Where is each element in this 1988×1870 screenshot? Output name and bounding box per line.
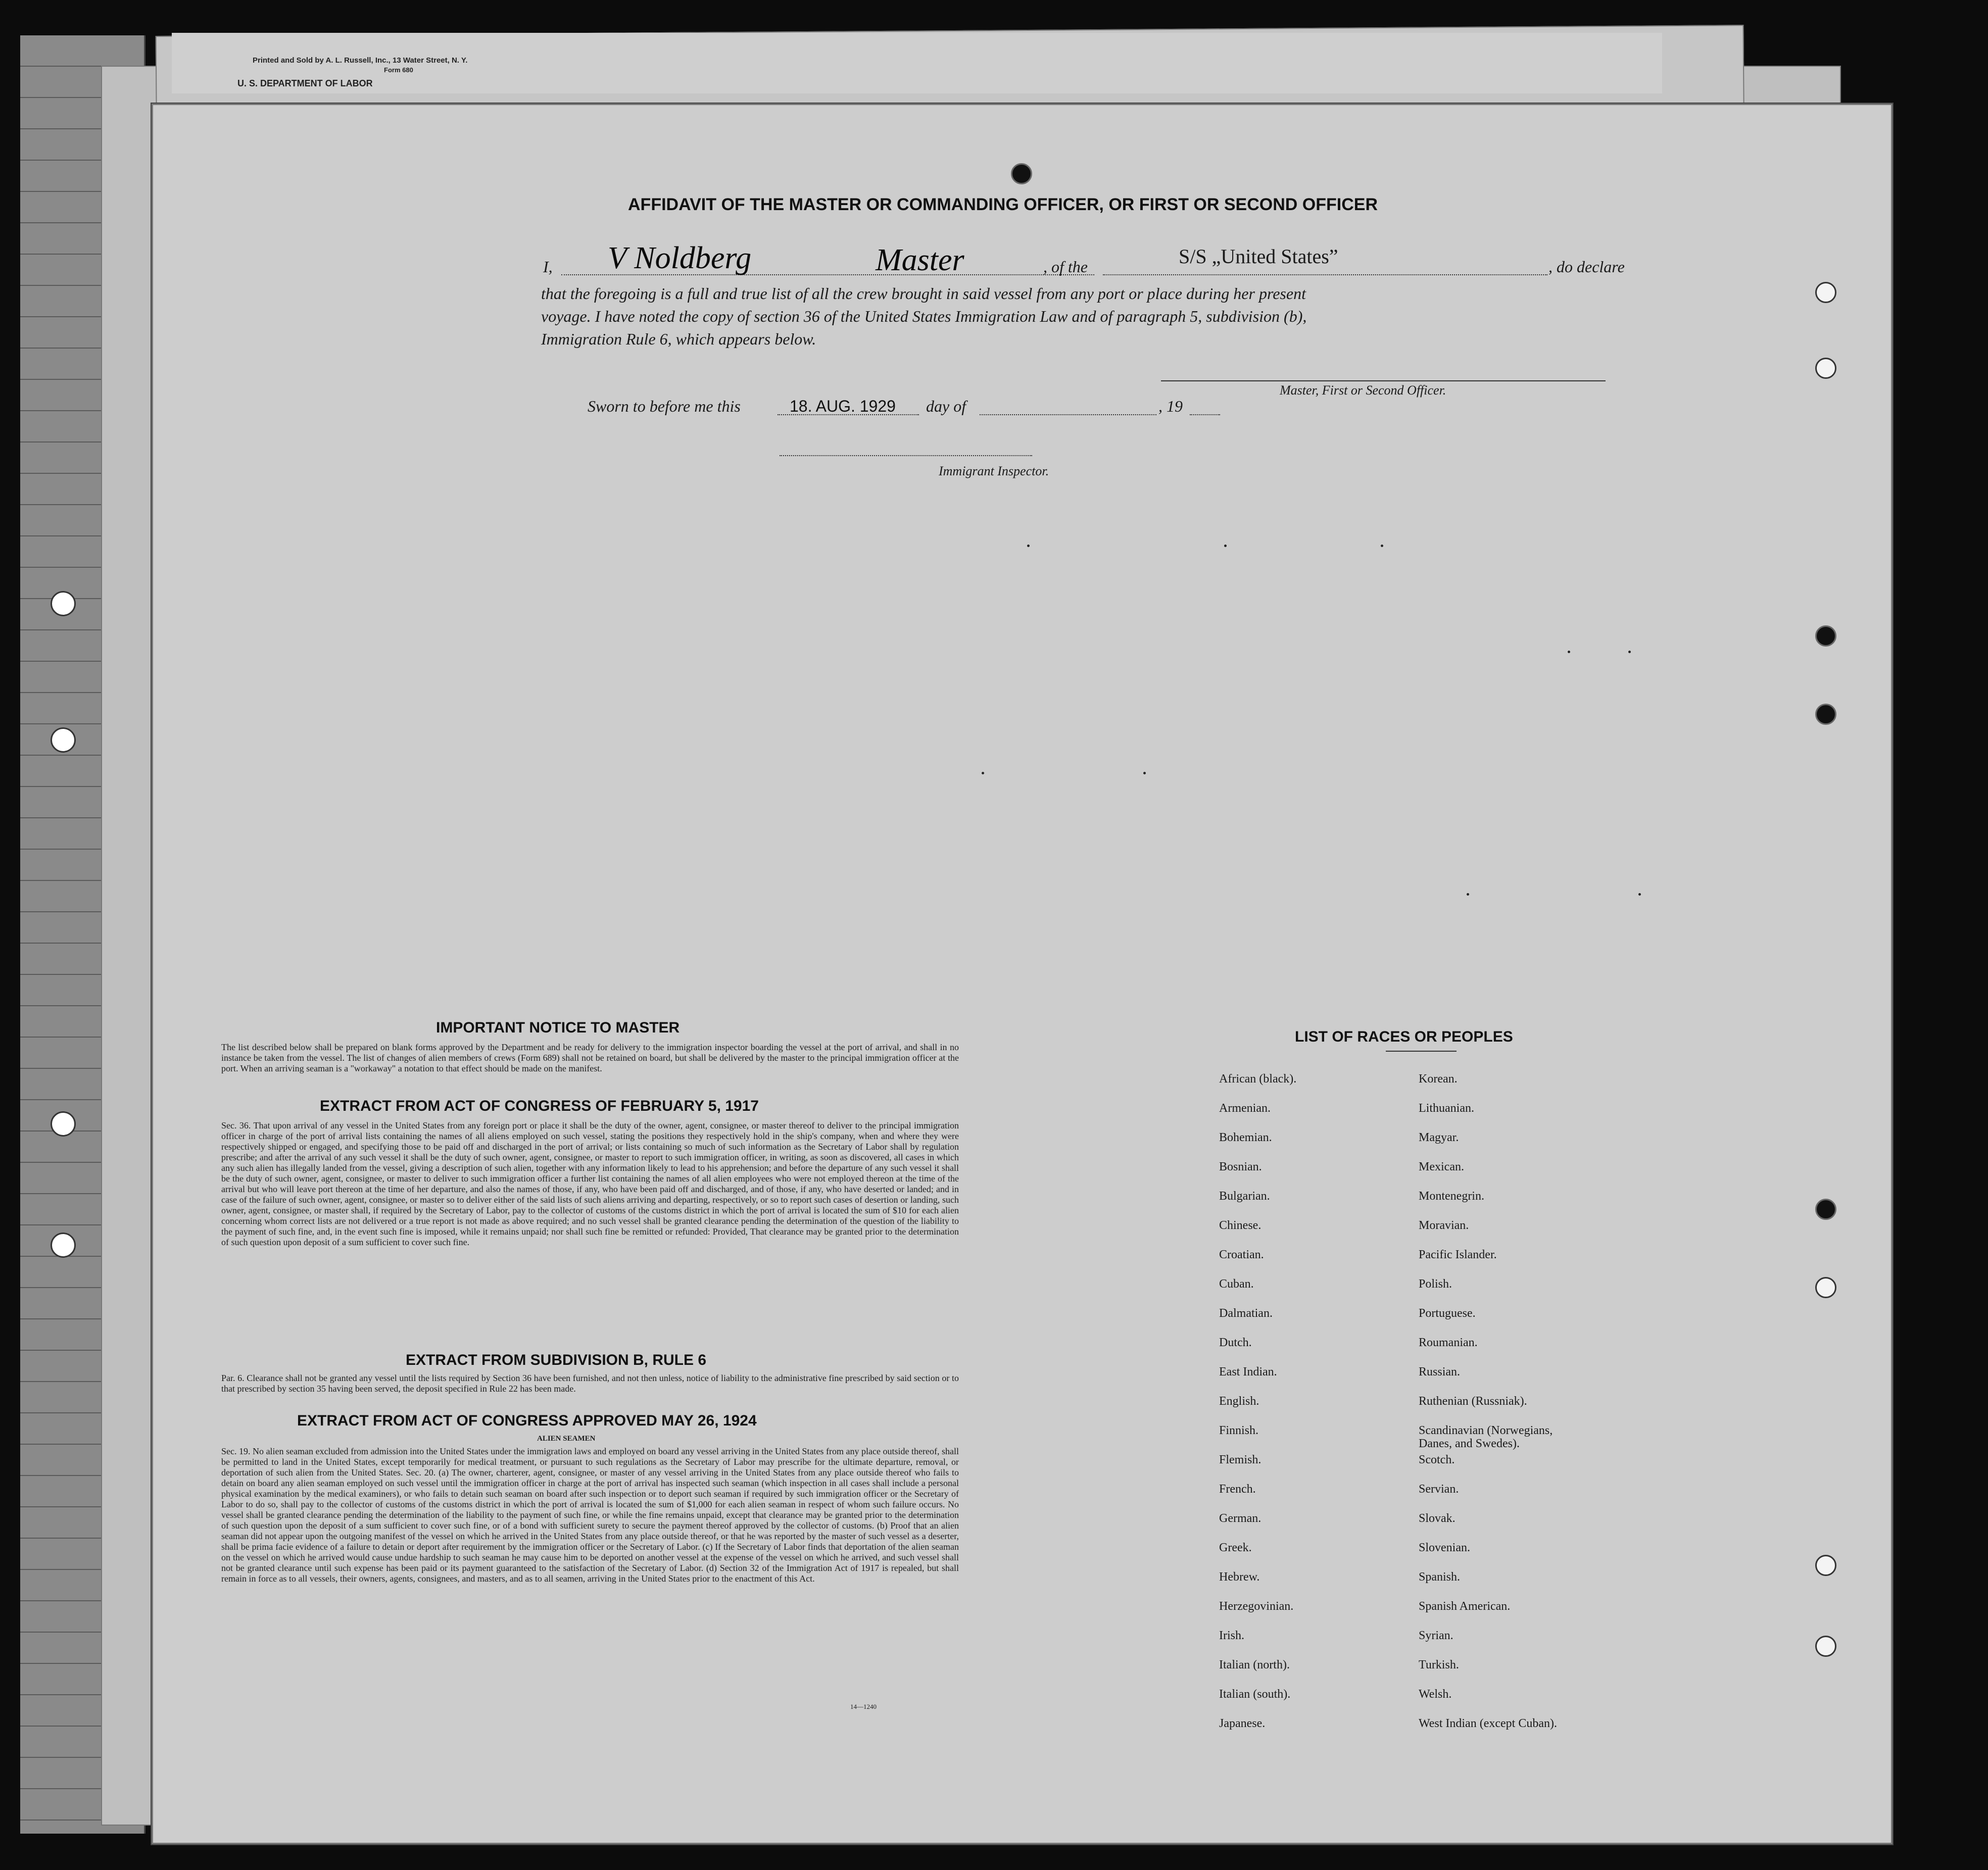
master-caption: Master, First or Second Officer. [1280,383,1446,398]
printer-line: Printed and Sold by A. L. Russell, Inc., 13 Water Street, N. Y. [253,56,468,65]
race-item: Cuban. [1219,1277,1254,1291]
extract-1924-text: Sec. 19. No alien seaman excluded from admission into the United States under the immigration laws and employed on board any vessel arriving in the United States from any place outside thereof, shall be permitted to land in the United States, except temporarily for medical treatment, or pursuant to such regulations as the Secretary of Labor may prescribe for the ultimate departure, removal, or deportation of such alien from the United States. Sec. 20. (a) The owner, charterer, agent, consignee, or master of any vessel arriving in the United States from any place outside thereof who fails to detain on board any alien seaman employed on such vessel until the immigration officer in charge at the port of arrival has inspected such seaman (which inspection in all cases shall include a personal physical examination by the medical examiners), or who fails to detain such seaman on board after such inspection or to deport such seaman if required by such immigration officer or the Secretary of Labor to do so, shall pay to the collector of customs of the customs district in which the port of arrival is located the sum of $1,000 for each alien seaman in respect of whom such failure occurs. No vessel shall be granted clearance pending the determination of the liability to the payment of such fine, or while the fine remains unpaid, except that clearance may be granted prior to the determination of such question upon the deposit of a sum sufficient to cover such fine, or of a bond with sufficient surety to secure the payment thereof approved by the collector of customs. (b) Proof that an alien seaman did not appear upon the outgoing manifest of the vessel on which he arrived in the United States from any place outside thereof, or that he was reported by the master of such vessel as a deserter, shall be prima facie evidence of a failure to detain or deport after requirement by the immigration officer or the Secretary of Labor. (c) If the Secretary of Labor finds that deportation of the alien seaman on the vessel on which he arrived would cause undue hardship to such seaman he may cause him to be deported on another vessel at the expense of the vessel on which he arrived, and such vessel shall not be granted clearance until such expense has been paid or its payment guaranteed to the satisfaction of the Secretary of Labor. (d) Section 32 of the Immigration Act of 1917 is repealed, but shall remain in force as to all vessels, their owners, agents, consignees, and masters, and as to all seamen, arriving in the United States prior to the enactment of this Act. [221,1446,959,1584]
race-item: Magyar. [1419,1131,1459,1144]
race-item: West Indian (except Cuban). [1419,1717,1557,1730]
race-item: African (black). [1219,1072,1297,1086]
punch-hole [1815,358,1836,379]
punch-hole [1815,1555,1836,1576]
do-declare-label: , do declare [1548,258,1625,276]
i-prefix: I, [543,258,553,276]
notice-title: IMPORTANT NOTICE TO MASTER [436,1019,680,1036]
race-item: Ruthenian (Russniak). [1419,1395,1527,1408]
race-item: Syrian. [1419,1629,1453,1642]
race-item: Croatian. [1219,1248,1264,1261]
grid-dot [1467,893,1469,896]
top-form-strip [172,33,1662,93]
form-code: 14—1240 [850,1703,877,1710]
race-item: Finnish. [1219,1424,1259,1437]
race-item: Mexican. [1419,1160,1464,1173]
vessel-name: S/S „United States” [1179,245,1338,268]
race-item: English. [1219,1395,1259,1408]
race-item: Scotch. [1419,1453,1455,1466]
races-title: LIST OF RACES OR PEOPLES [1295,1028,1513,1045]
extract-rule6-text: Par. 6. Clearance shall not be granted any vessel until the lists required by Section 36 have been furnished, and not then unless, notice of liability to the administrative fine prescribed by said section or to that prescribed by section 35 having been served, the deposit specified in Rule 22 has been made. [221,1373,959,1394]
inspector-signature-line [780,455,1032,456]
department-label: U. S. DEPARTMENT OF LABOR [237,78,373,88]
race-item: Montenegrin. [1419,1190,1484,1203]
race-item: Hebrew. [1219,1570,1260,1584]
punch-hole [1815,1277,1836,1298]
notice-text: The list described below shall be prepared on blank forms approved by the Department and be ready for delivery to the immigration inspector boarding the vessel at the port of arrival, and shall in no instance be taken from the vessel. The list of changes of alien members of crews (Form 689) shall not be retained on board, but shall be delivered by the master to the principal immigration officer at the port. When an arriving seaman is a "workaway" a notation to that effect should be made on the manifest. [221,1042,959,1073]
races-list-left [1219,1072,1296,1746]
year-line [1190,414,1220,415]
race-item: Spanish American. [1419,1600,1511,1613]
race-item: Italian (north). [1219,1658,1290,1671]
grid-dot [1568,651,1570,653]
race-item: Dutch. [1219,1336,1252,1349]
sworn-date-stamp: 18. AUG. 1929 [790,397,896,415]
race-item: Spanish. [1419,1570,1461,1584]
race-item: Chinese. [1219,1219,1262,1232]
affidavit-page [152,104,1893,1844]
race-item: Bulgarian. [1219,1190,1270,1203]
binder-hole [51,1233,76,1258]
grid-dot [1381,545,1383,547]
race-item: Irish. [1219,1629,1244,1642]
extract-1917-title: EXTRACT FROM ACT OF CONGRESS OF FEBRUARY 5, 1917 [320,1098,759,1114]
affidavit-title: AFFIDAVIT OF THE MASTER OR COMMANDING OFFICER, OR FIRST OR SECOND OFFICER [628,195,1378,214]
race-item: Italian (south). [1219,1688,1291,1701]
race-item: Japanese. [1219,1717,1266,1730]
race-item: Polish. [1419,1277,1452,1291]
alien-seamen-subtitle: ALIEN SEAMEN [537,1435,596,1443]
race-item: Turkish. [1419,1658,1459,1671]
race-item: Slovenian. [1419,1541,1470,1554]
race-item: Herzegovinian. [1219,1600,1294,1613]
race-item: Scandinavian (Norwegians, Danes, and Swedes). [1419,1424,1553,1450]
vessel-line [1103,274,1547,275]
race-item: Slovak. [1419,1512,1456,1525]
race-item: Dalmatian. [1219,1307,1273,1320]
race-item: Pacific Islander. [1419,1248,1497,1261]
master-title-handwritten: Master [876,243,964,277]
inspector-caption: Immigrant Inspector. [939,464,1049,478]
punch-hole [1815,1199,1836,1220]
affidavit-body-line: voyage. I have noted the copy of section 36 of the United States Immigration Law and of paragraph 5, subdivision (b), [541,307,1307,325]
grid-dot [1628,651,1631,653]
punch-hole [1815,704,1836,725]
grid-dot [1224,545,1227,547]
grid-dot [1638,893,1641,896]
race-item: Flemish. [1219,1453,1262,1466]
extract-1917-text: Sec. 36. That upon arrival of any vessel in the United States from any foreign port or place it shall be the duty of the owner, agent, consignee, or master thereof to deliver to the principal immigration officer in charge of the port of arrival lists containing the names of all aliens employed on such vessel, stating the positions they respectively hold in the ship's company, when and where they were respectively shipped or engaged, and specifying those to be paid off and discharged in the port of arrival; or lists containing so much of such information as the Secretary of Labor shall by regulation prescribe; and after the arrival of any such vessel it shall be the duty of such owner, agent, consignee, or master to report to such immigration officer, in writing, as soon as discovered, all cases in which any such alien has illegally landed from the vessel, giving a description of such alien, together with any information likely to lead to his apprehension; and before the departure of any such vessel it shall be the duty of such owner, agent, consignee, or master to deliver to such immigration officer a further list containing the names of all alien employees who were not employed thereon at the time of the arrival but who will leave port thereon at the time of her departure, and also the names of those, if any, who have been paid off and discharged, and of those, if any, who have deserted or landed; and in case of the failure of such owner, agent, consignee, or master so to deliver either of the said lists of such aliens arriving and departing, respectively, or so to report such cases of desertion or landing, such owner, agent, consignee, or master shall, if required by the Secretary of Labor, pay to the collector of customs of the customs district in which the port of arrival is located the sum of $10 for each alien concerning whom correct lists are not delivered or a true report is not made as above required; and no such vessel shall be granted clearance pending the determination of the question of the liability to the payment of such fine, and, in the event such fine is imposed, while it remains unpaid; nor shall such fine be remitted or refunded: Provided, That clearance may be granted prior to the determination of such question upon deposit of a sum sufficient to cover such fine. [221,1120,959,1247]
binder-hole [51,591,76,616]
race-item: Servian. [1419,1483,1459,1496]
grid-dot [1027,545,1030,547]
races-list-right [1419,1072,1585,1746]
punch-hole [1815,282,1836,303]
race-item: Greek. [1219,1541,1252,1554]
affidavit-body-line: Immigration Rule 6, which appears below. [541,330,816,348]
race-item: Bosnian. [1219,1160,1262,1173]
punch-hole [1815,1636,1836,1657]
master-signature-line [1161,380,1606,381]
master-signature: V Noldberg [608,241,752,275]
year-prefix: , 19 [1158,397,1183,415]
affidavit-body-line: that the foregoing is a full and true list of all the crew brought in said vessel from any port or place during her present [541,284,1306,303]
punch-hole [1815,625,1836,647]
form-number: Form 680 [384,66,413,74]
race-item: Bohemian. [1219,1131,1272,1144]
race-item: Welsh. [1419,1688,1452,1701]
race-item: Armenian. [1219,1102,1271,1115]
extract-rule6-title: EXTRACT FROM SUBDIVISION B, RULE 6 [406,1352,707,1368]
of-the-label: , of the [1043,258,1088,276]
races-title-underline [1386,1051,1457,1052]
race-item: Lithuanian. [1419,1102,1474,1115]
race-item: German. [1219,1512,1262,1525]
grid-dot [982,772,984,774]
punch-hole [1011,163,1032,184]
day-of-label: day of [926,397,966,415]
grid-dot [1143,772,1146,774]
race-item: Portuguese. [1419,1307,1476,1320]
binder-hole [51,727,76,753]
race-item: Roumanian. [1419,1336,1478,1349]
race-item: East Indian. [1219,1365,1277,1379]
binder-hole [51,1111,76,1137]
race-item: Russian. [1419,1365,1461,1379]
sworn-prefix: Sworn to before me this [588,397,741,415]
extract-1924-title: EXTRACT FROM ACT OF CONGRESS APPROVED MAY 26, 1924 [297,1412,757,1429]
race-item: French. [1219,1483,1256,1496]
month-line [980,414,1156,415]
race-item: Korean. [1419,1072,1458,1086]
race-item: Moravian. [1419,1219,1469,1232]
